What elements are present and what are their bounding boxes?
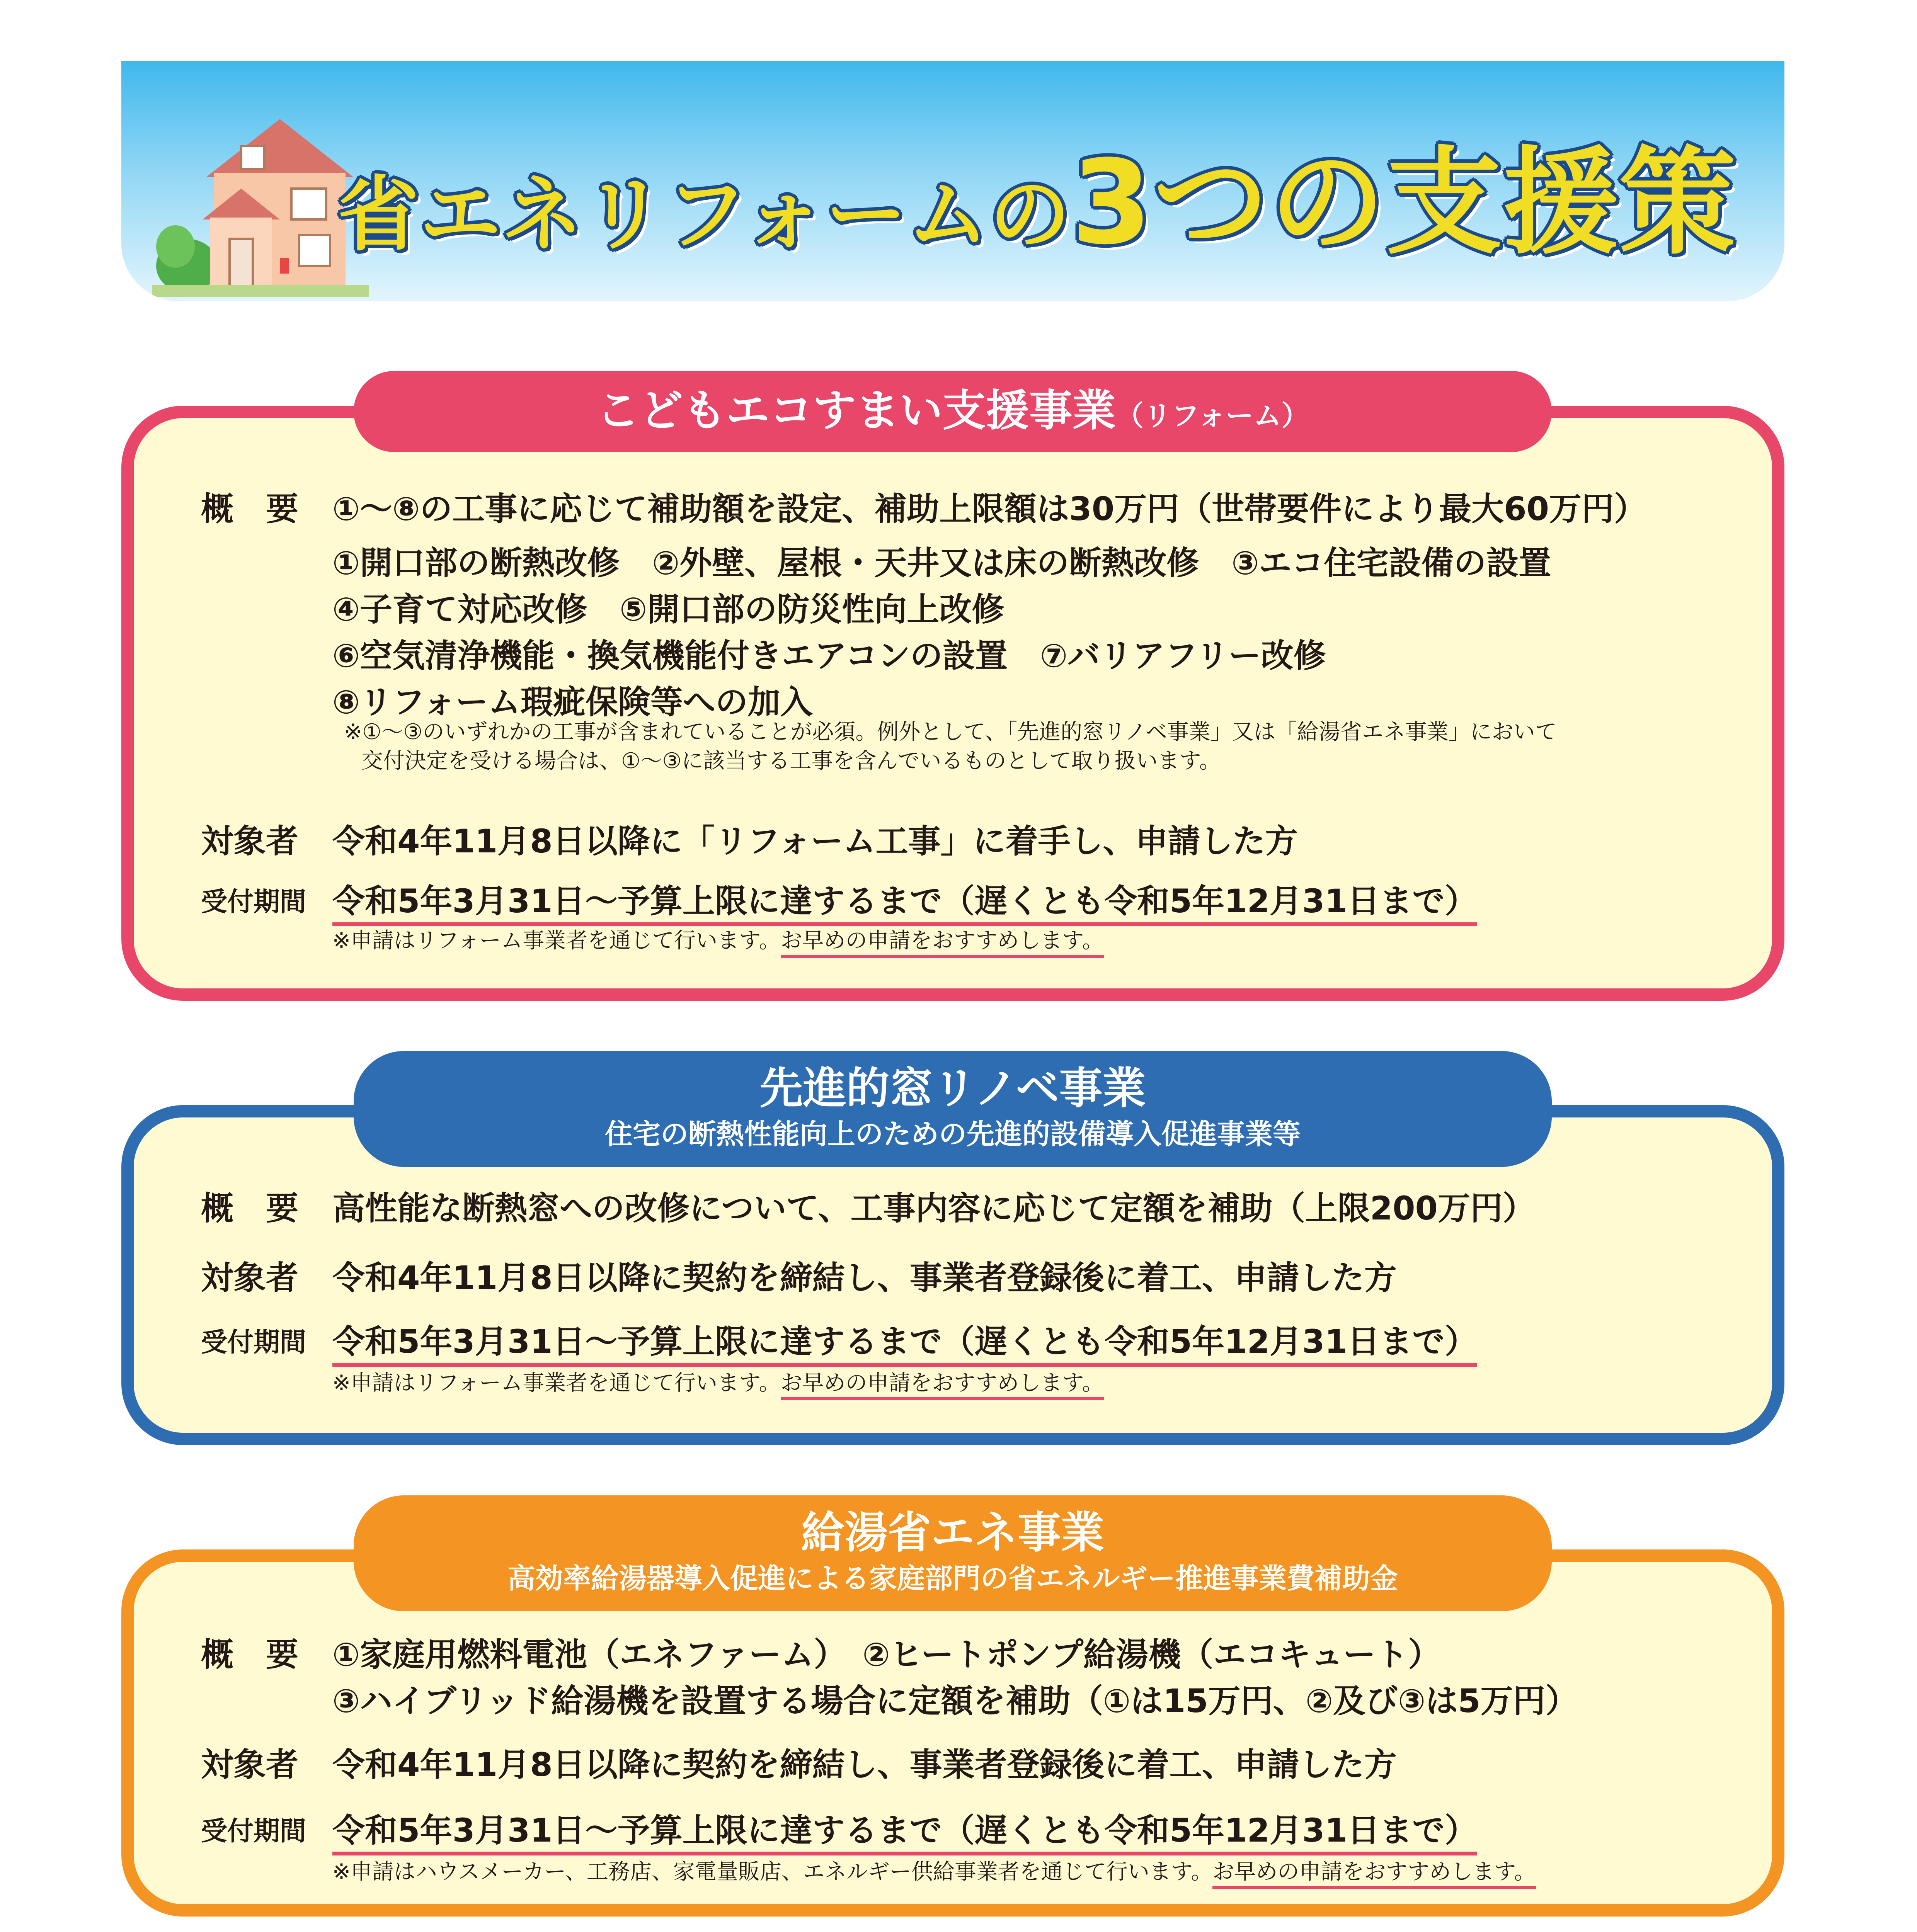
- mado-label-target: 対象者: [201, 1259, 299, 1297]
- mado-label-overview: 概 要: [201, 1189, 299, 1227]
- mado-subtitle: 住宅の断熱性能向上のための先進的設備導入促進事業等: [604, 1118, 1301, 1150]
- kodomo-label-overview: 概 要: [201, 490, 299, 528]
- kodomo-period-note: ※申請はリフォーム事業者を通じて行います。お早めの申請をおすすめします。: [332, 927, 1104, 954]
- mado-target: 令和4年11月8日以降に契約を締結し、事業者登録後に着工、申請した方: [332, 1259, 1397, 1297]
- kodomo-item-2: ④子育て対応改修 ⑤開口部の防災性向上改修: [332, 590, 1004, 628]
- kodomo-overview: ①〜⑧の工事に応じて補助額を設定、補助上限額は30万円（世帯要件により最大60万円）: [332, 490, 1647, 528]
- header-banner: [121, 61, 1784, 301]
- kodomo-item-1: ①開口部の断熱改修 ②外壁、屋根・天井又は床の断熱改修 ③エコ住宅設備の設置: [332, 544, 1551, 582]
- kyuto-subtitle: 高効率給湯器導入促進による家庭部門の省エネルギー推進事業費補助金: [507, 1562, 1398, 1595]
- banner-title: [338, 109, 1737, 270]
- kyuto-period-note: ※申請はハウスメーカー、工務店、家電量販店、エネルギー供給事業者を通じて行います。お早めの申請をおすすめします。: [332, 1859, 1536, 1886]
- kodomo-period: 令和5年3月31日〜予算上限に達するまで（遅くとも令和5年12月31日まで）: [332, 875, 1477, 922]
- kodomo-target: 令和4年11月8日以降に「リフォーム工事」に着手し、申請した方: [332, 822, 1298, 860]
- kyuto-label-period: 受付期間: [201, 1816, 306, 1847]
- kyuto-overview-2: ③ハイブリッド給湯機を設置する場合に定額を補助（①は15万円、②及び③は5万円）: [332, 1682, 1578, 1720]
- kyuto-section-title: [354, 1495, 1552, 1611]
- kyuto-label-target: 対象者: [201, 1746, 299, 1784]
- kodomo-item-4: ⑧リフォーム瑕疵保険等への加入: [332, 683, 813, 721]
- banner-title-part2: 3つの支援策: [1071, 135, 1737, 270]
- mado-period-note: ※申請はリフォーム事業者を通じて行います。お早めの申請をおすすめします。: [332, 1370, 1104, 1397]
- kyuto-period: 令和5年3月31日〜予算上限に達するまで（遅くとも令和5年12月31日まで）: [332, 1804, 1477, 1851]
- mado-overview: 高性能な断熱窓への改修について、工事内容に応じて定額を補助（上限200万円）: [332, 1189, 1535, 1227]
- kodomo-title-text: こどもエコすまい支援事業: [596, 386, 1116, 436]
- kodomo-title-suffix: （リフォーム）: [1115, 400, 1309, 432]
- kodomo-section-title: [354, 371, 1552, 452]
- mado-label-period: 受付期間: [201, 1327, 306, 1358]
- kodomo-note-2: 交付決定を受ける場合は、①〜③に該当する工事を含んでいるものとして取り扱います。: [361, 748, 1221, 774]
- mado-section-title: [354, 1051, 1552, 1167]
- kyuto-target: 令和4年11月8日以降に契約を締結し、事業者登録後に着工、申請した方: [332, 1746, 1397, 1784]
- kodomo-label-period: 受付期間: [201, 887, 306, 917]
- mado-title-text: 先進的窓リノベ事業: [759, 1063, 1146, 1114]
- kodomo-note-1: ※①〜③のいずれかの工事が含まれていることが必須。例外として、「先進的窓リノベ事業」又は「給湯省エネ事業」において: [344, 719, 1557, 745]
- kyuto-title-text: 給湯省エネ事業: [801, 1508, 1104, 1558]
- kodomo-item-3: ⑥空気清浄機能・換気機能付きエアコンの設置 ⑦バリアフリー改修: [332, 637, 1326, 675]
- house-illustration: [152, 104, 369, 297]
- kodomo-label-target: 対象者: [201, 822, 299, 860]
- banner-title-part1: 省エネリフォームの: [338, 167, 1071, 262]
- mado-period: 令和5年3月31日〜予算上限に達するまで（遅くとも令和5年12月31日まで）: [332, 1316, 1477, 1362]
- kyuto-overview-1: ①家庭用燃料電池（エネファーム） ②ヒートポンプ給湯機（エコキュート）: [332, 1636, 1441, 1673]
- kyuto-label-overview: 概 要: [201, 1636, 299, 1673]
